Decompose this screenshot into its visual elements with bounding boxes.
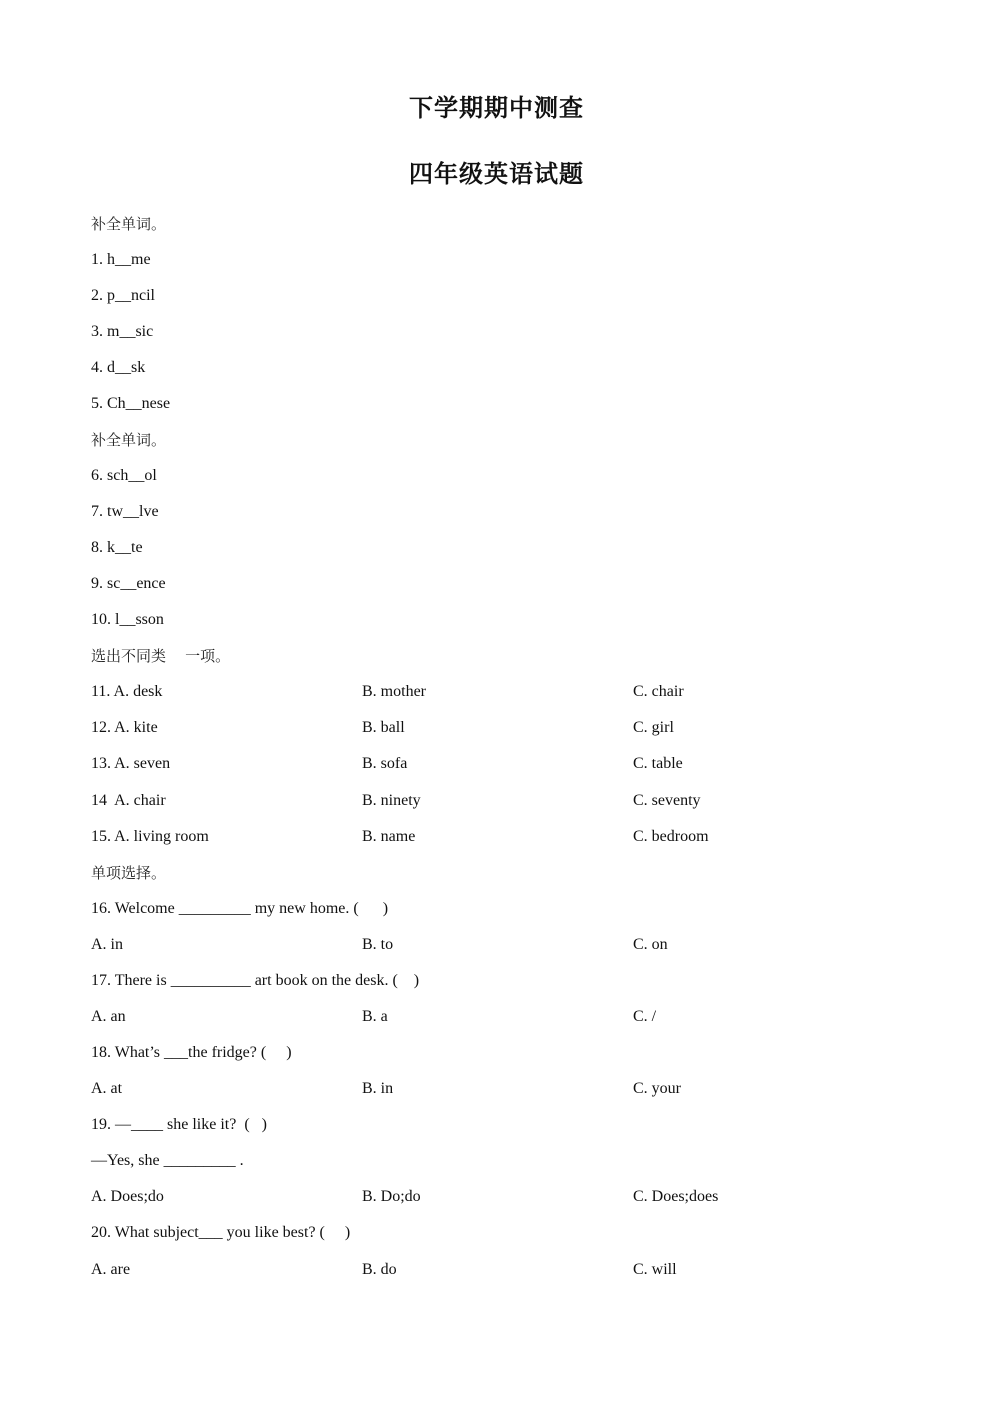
option-b: B. in — [362, 1080, 394, 1097]
question-6: 6. sch__ol — [91, 467, 157, 484]
option-b: B. Do;do — [362, 1188, 421, 1205]
option-c: C. girl — [633, 719, 674, 736]
question-16-options — [91, 935, 911, 955]
option-c: C. chair — [633, 683, 684, 700]
option-b: B. a — [362, 1008, 388, 1025]
question-5: 5. Ch__nese — [91, 395, 171, 412]
question-19-options — [91, 1187, 911, 1207]
option-b: B. sofa — [362, 755, 408, 772]
option-a: A. at — [91, 1080, 123, 1097]
option-c: C. your — [633, 1080, 681, 1097]
option-c: C. on — [633, 936, 668, 953]
option-a: A. are — [91, 1261, 131, 1278]
question-1: 1. h__me — [91, 251, 151, 268]
option-b: B. mother — [362, 683, 426, 700]
question-18-stem: 18. What’s ___the fridge? ( ) — [91, 1044, 292, 1061]
question-18-options — [91, 1079, 911, 1099]
option-b: B. ball — [362, 719, 405, 736]
question-17-options — [91, 1007, 911, 1027]
option-b: B. to — [362, 936, 394, 953]
option-c: C. bedroom — [633, 828, 709, 845]
option-a: 13. A. seven — [91, 755, 171, 772]
question-7: 7. tw__lve — [91, 503, 159, 520]
section-heading-odd-one-out: 选出不同类 一项。 — [91, 647, 231, 665]
question-11 — [91, 682, 911, 702]
question-12 — [91, 718, 911, 738]
question-13 — [91, 754, 911, 774]
question-16-stem: 16. Welcome _________ my new home. ( ) — [91, 900, 389, 917]
question-15 — [91, 827, 911, 847]
section-heading-fill-words-1: 补全单词。 — [91, 215, 167, 233]
option-a: A. an — [91, 1008, 126, 1025]
question-4: 4. d__sk — [91, 359, 146, 376]
section-heading-fill-words-2: 补全单词。 — [91, 431, 167, 449]
option-a: 12. A. kite — [91, 719, 158, 736]
option-b: B. ninety — [362, 792, 421, 809]
option-c: C. will — [633, 1261, 677, 1278]
question-10: 10. l__sson — [91, 611, 164, 628]
option-c: C. table — [633, 755, 683, 772]
option-b: B. do — [362, 1261, 397, 1278]
option-a: A. in — [91, 936, 123, 953]
question-9: 9. sc__ence — [91, 575, 166, 592]
question-19-stem: 19. —____ she like it? ( ) — [91, 1116, 267, 1133]
exam-title: 下学期期中测查 — [409, 93, 584, 122]
option-c: C. seventy — [633, 792, 701, 809]
option-b: B. name — [362, 828, 416, 845]
question-3: 3. m__sic — [91, 323, 154, 340]
option-a: A. Does;do — [91, 1188, 164, 1205]
exam-subtitle: 四年级英语试题 — [409, 159, 584, 188]
question-20-options — [91, 1260, 911, 1280]
question-20-stem: 20. What subject___ you like best? ( ) — [91, 1224, 351, 1241]
option-c: C. Does;does — [633, 1188, 719, 1205]
question-8: 8. k__te — [91, 539, 143, 556]
question-19-response: —Yes, she _________ . — [91, 1152, 244, 1169]
option-a: 11. A. desk — [91, 683, 163, 700]
question-14 — [91, 791, 911, 811]
question-2: 2. p__ncil — [91, 287, 155, 304]
question-17-stem: 17. There is __________ art book on the desk. ( ) — [91, 972, 420, 989]
section-heading-multiple-choice: 单项选择。 — [91, 864, 167, 882]
option-c: C. / — [633, 1008, 657, 1025]
option-a: 15. A. living room — [91, 828, 209, 845]
option-a: 14 A. chair — [91, 792, 166, 809]
